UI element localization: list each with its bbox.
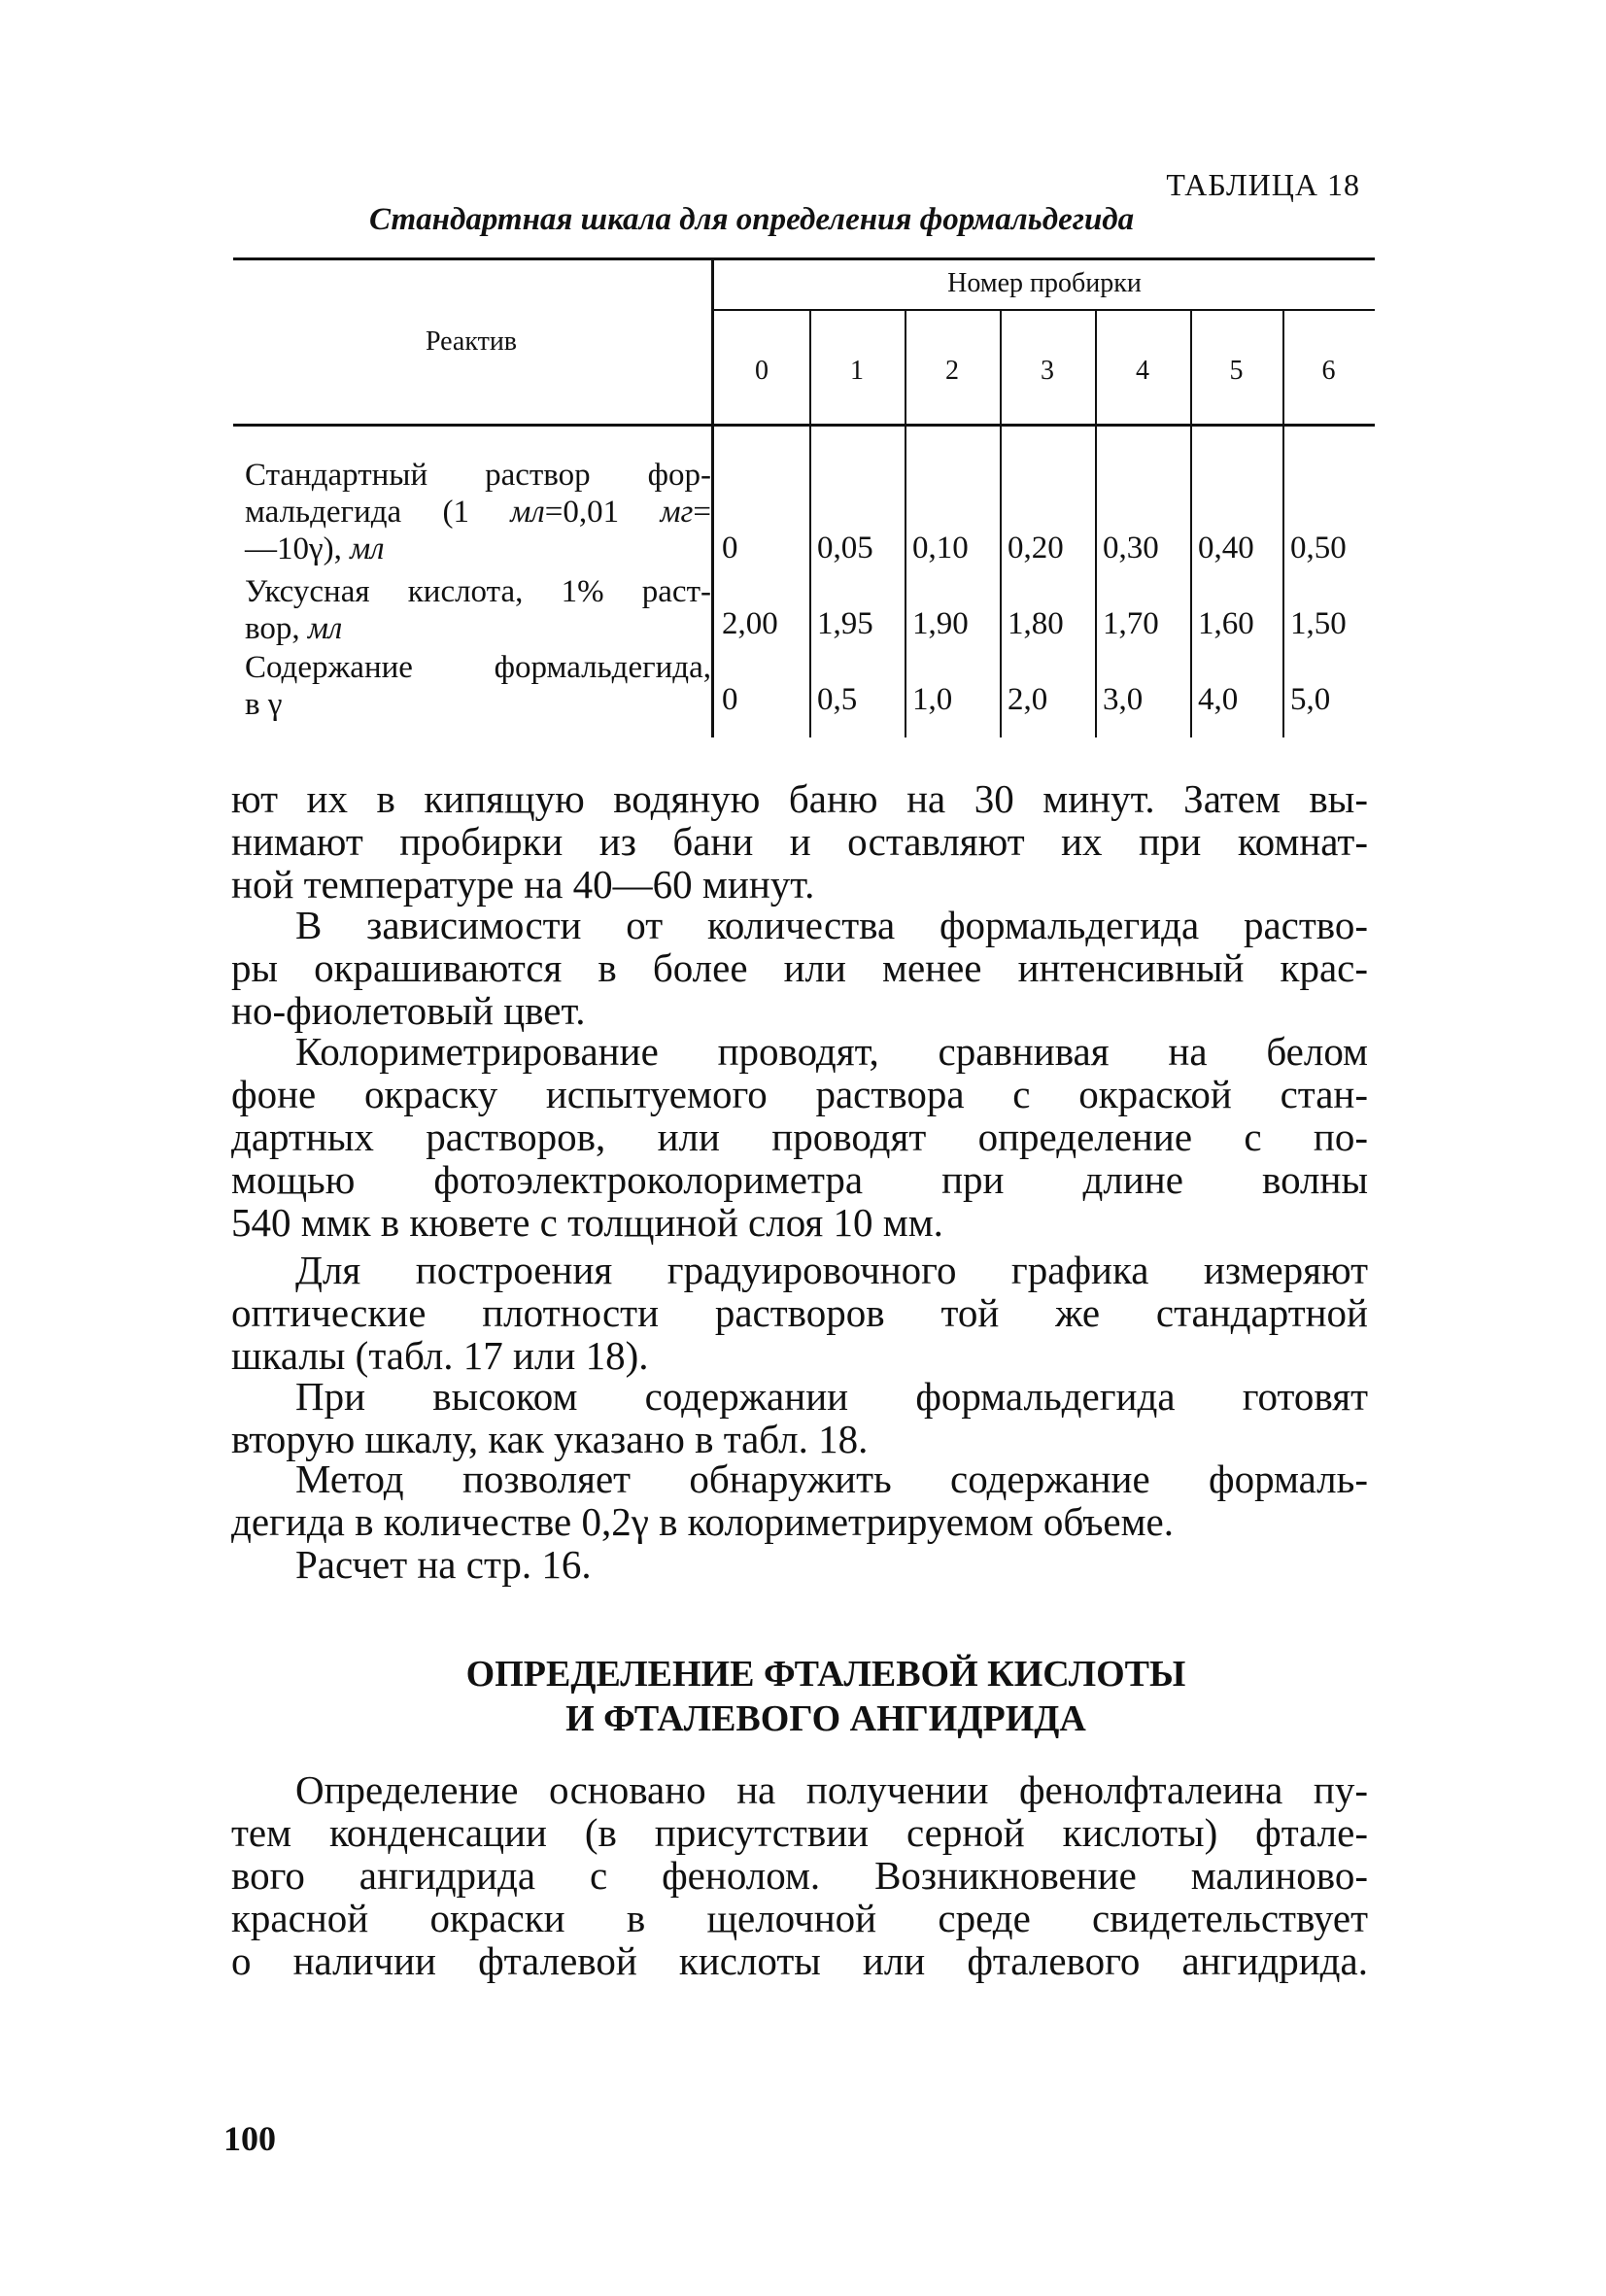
table-cell: 0,30 bbox=[1103, 531, 1159, 565]
body-paragraph bbox=[231, 1375, 1368, 1460]
text-line: дегида в количестве 0,2γ в колориметрируемом объеме. bbox=[231, 1499, 1174, 1544]
text-line: вторую шкалу, как указано в табл. 18. bbox=[231, 1417, 869, 1461]
body-paragraph bbox=[231, 904, 1368, 1032]
body-paragraph bbox=[231, 1457, 1368, 1543]
text-line: но-фиолетовый цвет. bbox=[231, 988, 586, 1033]
text-line: шкалы (табл. 17 или 18). bbox=[231, 1333, 649, 1378]
table-cell: 0,10 bbox=[912, 531, 969, 565]
table-column-divider bbox=[1095, 311, 1097, 424]
table-column-divider bbox=[1000, 311, 1002, 424]
section-heading bbox=[291, 1652, 1360, 1741]
intro-paragraph-phthalic bbox=[231, 1768, 1368, 1982]
text-line: вого ангидрида с фенолом. Возникновение малиново- bbox=[231, 1853, 1368, 1898]
table-cell: 0 bbox=[722, 682, 738, 717]
text-line: оптические плотности растворов той же стандартной bbox=[231, 1290, 1368, 1335]
table-header-tube-5: 5 bbox=[1229, 356, 1244, 386]
table-header-tube-6: 6 bbox=[1321, 356, 1336, 386]
table-cell: 5,0 bbox=[1290, 682, 1331, 717]
table-header-tube-0: 0 bbox=[755, 356, 769, 386]
table-cell: 2,0 bbox=[1008, 682, 1048, 717]
table-cell: 1,60 bbox=[1198, 606, 1254, 641]
table-column-divider bbox=[1282, 311, 1284, 424]
table-cell: 0,40 bbox=[1198, 531, 1254, 565]
table-cell: 3,0 bbox=[1103, 682, 1144, 717]
text-line: нимают пробирки из бани и оставляют их при комнат- bbox=[231, 819, 1368, 864]
table-column-divider bbox=[809, 427, 811, 737]
text-line: ры окрашиваются в более или менее интенсивный крас- bbox=[231, 945, 1368, 990]
text-line: о наличии фталевой кислоты или фталевого ангидрида. bbox=[231, 1938, 1368, 1983]
text-line: В зависимости от количества формальдегида раство- bbox=[295, 903, 1368, 947]
table-cell: 0 bbox=[722, 531, 738, 565]
body-paragraph bbox=[231, 1030, 1368, 1244]
table-cell: 1,95 bbox=[817, 606, 873, 641]
table-column-divider bbox=[1095, 427, 1097, 737]
table-header-tube-4: 4 bbox=[1136, 356, 1149, 386]
text-line: ной температуре на 40—60 минут. bbox=[231, 862, 815, 907]
text-line: красной окраски в щелочной среде свидетельствует bbox=[231, 1896, 1368, 1940]
text-line: Колориметрирование проводят, сравнивая на белом bbox=[295, 1029, 1368, 1074]
section-heading-line-2: И ФТАЛЕВОГО АНГИДРИДА bbox=[565, 1698, 1086, 1739]
table-column-divider bbox=[1000, 427, 1002, 737]
table-header-tube-1: 1 bbox=[850, 356, 864, 386]
table-cell: 0,5 bbox=[817, 682, 858, 717]
table-number-label: ТАБЛИЦА 18 bbox=[1166, 167, 1360, 202]
text-line: дартных растворов, или проводят определение с по- bbox=[231, 1114, 1368, 1159]
body-paragraph bbox=[231, 1543, 1368, 1586]
table-header-tube-3: 3 bbox=[1041, 356, 1054, 386]
table-cell: 1,70 bbox=[1103, 606, 1159, 641]
table-header-tube-2: 2 bbox=[945, 356, 959, 386]
row-label-acetic-acid: Уксусная кислота, 1% раст- вор, мл bbox=[245, 574, 711, 646]
text-line: Определение основано на получении фенолфталеина пу- bbox=[295, 1767, 1368, 1812]
table-cell: 0,05 bbox=[817, 531, 873, 565]
text-line: 540 ммк в кювете с толщиной слоя 10 мм. bbox=[231, 1200, 943, 1245]
text-line: ют их в кипящую водяную баню на 30 минут. Затем вы- bbox=[231, 776, 1368, 821]
table-cell: 1,90 bbox=[912, 606, 969, 641]
table-cell: 1,80 bbox=[1008, 606, 1064, 641]
table-column-divider bbox=[809, 311, 811, 424]
table-subheader-rule bbox=[714, 309, 1375, 311]
text-line: тем конденсации (в присутствии серной кислоты) фтале- bbox=[231, 1810, 1368, 1855]
table-cell: 1,50 bbox=[1290, 606, 1347, 641]
table-header-bottom-rule bbox=[233, 424, 1375, 427]
body-paragraph bbox=[231, 1249, 1368, 1377]
table-top-rule bbox=[233, 257, 1375, 260]
text-line: фоне окраску испытуемого раствора с окраской стан- bbox=[231, 1072, 1368, 1116]
table-column-divider bbox=[1190, 427, 1192, 737]
row-label-formaldehyde-content: Содержание формальдегида, в γ bbox=[245, 650, 711, 722]
body-paragraph bbox=[231, 777, 1368, 906]
text-line: При высоком содержании формальдегида готовят bbox=[295, 1374, 1368, 1419]
table-header-reagent: Реактив bbox=[425, 326, 518, 357]
table-column-divider bbox=[1190, 311, 1192, 424]
section-heading-line-1: ОПРЕДЕЛЕНИЕ ФТАЛЕВОЙ КИСЛОТЫ bbox=[465, 1654, 1186, 1695]
text-line: Расчет на стр. 16. bbox=[295, 1542, 592, 1587]
page-number: 100 bbox=[223, 2119, 276, 2158]
table-stub-divider-body bbox=[711, 427, 714, 737]
table-header-tube-group: Номер пробирки bbox=[947, 268, 1142, 298]
text-line: мощью фотоэлектроколориметра при длине волны bbox=[231, 1157, 1368, 1202]
table-caption: Стандартная шкала для определения формальдегида bbox=[369, 202, 1135, 237]
table-cell: 4,0 bbox=[1198, 682, 1239, 717]
table-column-divider bbox=[905, 311, 906, 424]
table-column-divider bbox=[905, 427, 906, 737]
table-cell: 2,00 bbox=[722, 606, 778, 641]
text-line: Метод позволяет обнаружить содержание формаль- bbox=[295, 1456, 1368, 1501]
table-cell: 1,0 bbox=[912, 682, 953, 717]
table-cell: 0,50 bbox=[1290, 531, 1347, 565]
text-line: Для построения градуировочного графика измеряют bbox=[295, 1248, 1368, 1292]
row-label-standard-solution: Стандартный раствор фор- мальдегида (1 мл=0,01 мг= —10γ), мл bbox=[245, 458, 711, 566]
table-cell: 0,20 bbox=[1008, 531, 1064, 565]
table-column-divider bbox=[1282, 427, 1284, 737]
